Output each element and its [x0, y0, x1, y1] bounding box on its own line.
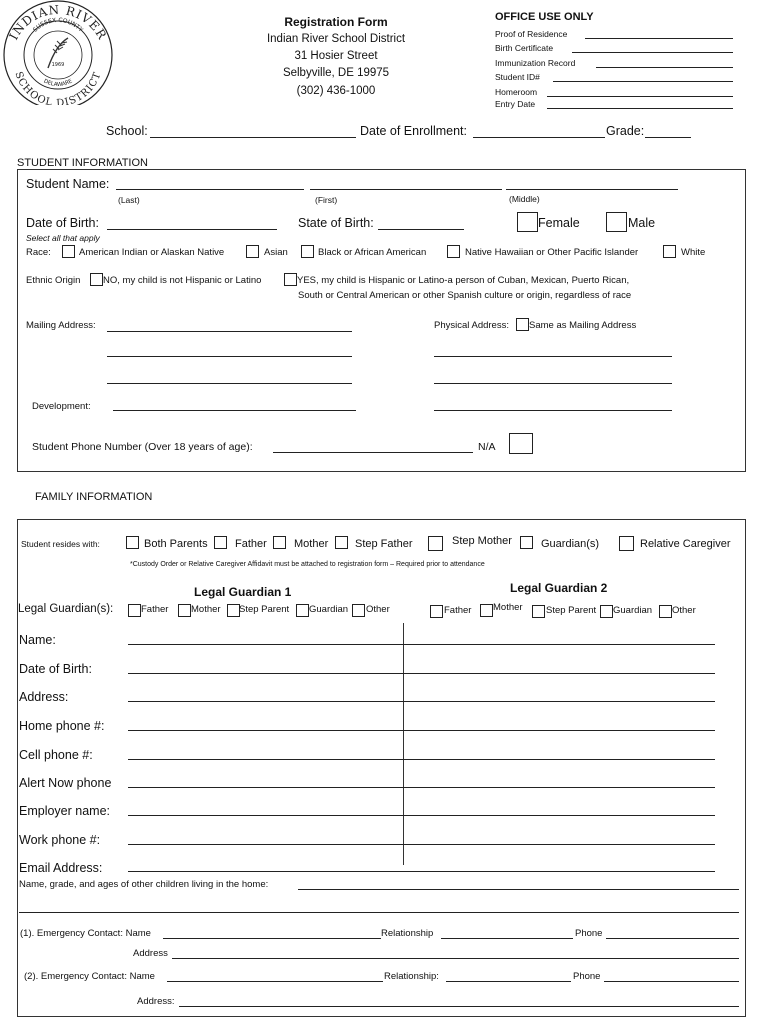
guardian-address-field[interactable] — [128, 701, 715, 702]
guardian-employer-field[interactable] — [128, 815, 715, 816]
resides-checkbox-relative[interactable] — [619, 536, 634, 551]
ec1-relationship-label: Relationship — [381, 928, 434, 939]
guardian-home-phone-field[interactable] — [128, 730, 715, 731]
first-name-field[interactable] — [310, 189, 502, 190]
school-field[interactable] — [150, 137, 356, 138]
row-label-dob: Date of Birth: — [19, 662, 92, 676]
office-title: OFFICE USE ONLY — [495, 11, 594, 23]
g2-guardian-checkbox[interactable] — [600, 605, 613, 618]
resides-option: Relative Caregiver — [640, 538, 731, 550]
district-city: Selbyville, DE 19975 — [282, 67, 390, 79]
dob-field[interactable] — [107, 229, 277, 230]
ec1-address-field[interactable] — [172, 958, 739, 959]
female-checkbox[interactable] — [517, 212, 538, 232]
race-option: White — [681, 247, 706, 258]
guardian-alert-phone-field[interactable] — [128, 787, 715, 788]
seal-bottom-text: SCHOOL DISTRICT — [12, 70, 104, 105]
mailing-field-3[interactable] — [107, 383, 352, 384]
resides-option: Mother — [294, 538, 329, 550]
resides-checkbox-stepfather[interactable] — [335, 536, 348, 549]
resides-option: Both Parents — [144, 538, 208, 550]
resides-option: Step Father — [355, 538, 413, 550]
mailing-label: Mailing Address: — [26, 320, 96, 331]
na-label: N/A — [478, 441, 496, 453]
guardian-dob-field[interactable] — [128, 673, 715, 674]
select-all-note: Select all that apply — [26, 233, 100, 243]
middle-name-field[interactable] — [506, 189, 678, 190]
g2-option: Father — [444, 605, 472, 616]
race-option: Asian — [264, 247, 288, 258]
race-label: Race: — [26, 247, 51, 258]
ec2-phone-field[interactable] — [604, 981, 739, 982]
ethnic-yes-checkbox[interactable] — [284, 273, 297, 286]
mailing-field-1[interactable] — [107, 331, 352, 332]
ec2-name-field[interactable] — [167, 981, 383, 982]
female-label: Female — [538, 216, 580, 230]
development-label: Development: — [32, 401, 91, 412]
guardian1-title: Legal Guardian 1 — [194, 585, 292, 599]
g2-option: Guardian — [613, 605, 653, 616]
physical-field-2[interactable] — [434, 383, 672, 384]
row-label-employer: Employer name: — [19, 804, 111, 818]
ec1-name-field[interactable] — [163, 938, 381, 939]
district-phone: (302) 436-1000 — [296, 85, 376, 97]
g1-mother-checkbox[interactable] — [178, 604, 191, 617]
mailing-field-2[interactable] — [107, 356, 352, 357]
form-title: Registration Form — [284, 15, 388, 29]
guardian-name-field[interactable] — [128, 644, 715, 645]
physical-field-1[interactable] — [434, 356, 672, 357]
office-item: Birth Certificate — [495, 43, 554, 53]
race-checkbox-asian[interactable] — [246, 245, 259, 258]
student-name-label: Student Name: — [26, 177, 110, 191]
resides-option: Father — [235, 538, 267, 550]
family-section-title: FAMILY INFORMATION — [35, 491, 153, 503]
physical-field-3[interactable] — [434, 410, 672, 411]
other-children-label: Name, grade, and ages of other children living in the home: — [19, 879, 269, 890]
g2-option: Step Parent — [546, 605, 597, 616]
g2-option: Mother — [493, 602, 523, 613]
row-label-work-phone: Work phone #: — [19, 833, 101, 847]
seal-inner-bottom: DELAWARE — [42, 78, 74, 89]
g1-option: Father — [141, 604, 169, 615]
same-as-mailing-checkbox[interactable] — [516, 318, 529, 331]
student-info-box — [17, 169, 746, 472]
office-item: Entry Date — [495, 99, 536, 109]
g1-father-checkbox[interactable] — [128, 604, 141, 617]
seal-top-text: INDIAN RIVER — [6, 2, 110, 43]
legal-guardian-label: Legal Guardian(s): — [18, 603, 114, 615]
student-section-title: STUDENT INFORMATION — [17, 157, 148, 169]
family-info-box — [17, 519, 746, 1017]
g2-stepparent-checkbox[interactable] — [532, 605, 545, 618]
school-label: School: — [106, 124, 148, 138]
ec2-relationship-field[interactable] — [446, 981, 571, 982]
male-checkbox[interactable] — [606, 212, 627, 232]
district-name: Indian River School District — [266, 33, 406, 45]
district-seal — [0, 0, 115, 105]
row-label-alert-phone: Alert Now phone — [19, 776, 112, 790]
ec2-relationship-label: Relationship: — [384, 971, 439, 982]
student-phone-label: Student Phone Number (Over 18 years of age): — [32, 441, 253, 453]
guardian-cell-phone-field[interactable] — [128, 759, 715, 760]
guardian-work-phone-field[interactable] — [128, 844, 715, 845]
g1-option: Step Parent — [239, 604, 290, 615]
ec2-label: (2). Emergency Contact: Name — [24, 971, 155, 982]
ethnic-yes-line2: South or Central American or other Spanish culture or origin, regardless of race — [298, 290, 632, 301]
ethnic-label: Ethnic Origin — [26, 275, 81, 286]
district-street: 31 Hosier Street — [294, 50, 378, 62]
office-item: Immunization Record — [495, 58, 576, 68]
resides-option: Guardian(s) — [541, 538, 600, 550]
ec1-phone-label: Phone — [575, 928, 603, 939]
state-birth-field[interactable] — [378, 229, 464, 230]
ethnic-yes-line1: YES, my child is Hispanic or Latino-a person of Cuban, Mexican, Puerto Rican, — [297, 275, 630, 286]
ethnic-no-label: NO, my child is not Hispanic or Latino — [103, 275, 262, 286]
race-option: Black or African American — [318, 247, 427, 258]
ethnic-no-checkbox[interactable] — [90, 273, 103, 286]
other-children-field-2[interactable] — [19, 912, 739, 913]
g1-option: Other — [366, 604, 390, 615]
row-label-home-phone: Home phone #: — [19, 719, 105, 733]
guardian-email-field[interactable] — [128, 871, 715, 872]
g2-other-checkbox[interactable] — [659, 605, 672, 618]
other-children-field-1[interactable] — [298, 889, 739, 890]
race-checkbox-american-indian[interactable] — [62, 245, 75, 258]
grade-field[interactable] — [645, 137, 691, 138]
ec1-label: (1). Emergency Contact: Name — [20, 928, 151, 939]
race-checkbox-black[interactable] — [301, 245, 314, 258]
g1-option: Guardian — [309, 604, 349, 615]
row-label-cell-phone: Cell phone #: — [19, 748, 93, 762]
state-birth-label: State of Birth: — [298, 216, 374, 230]
student-phone-field[interactable] — [273, 452, 473, 453]
seal-inner-top: SUSSEX COUNTY — [31, 16, 85, 34]
guardian-divider — [403, 623, 404, 865]
male-label: Male — [628, 216, 656, 230]
ec2-address-field[interactable] — [179, 1006, 739, 1007]
dob-label: Date of Birth: — [26, 216, 99, 230]
race-option: American Indian or Alaskan Native — [79, 247, 225, 258]
race-checkbox-white[interactable] — [663, 245, 676, 258]
guardian2-title: Legal Guardian 2 — [510, 581, 608, 595]
ec1-relationship-field[interactable] — [441, 938, 573, 939]
race-checkbox-hawaiian[interactable] — [447, 245, 460, 258]
enrollment-field[interactable] — [473, 137, 605, 138]
seal-year: 1969 — [51, 62, 65, 68]
ec2-address-label: Address: — [137, 996, 175, 1007]
race-option: Native Hawaiian or Other Pacific Islander — [465, 247, 639, 258]
ec1-address-label: Address — [133, 948, 168, 959]
development-field[interactable] — [113, 410, 356, 411]
g2-mother-checkbox[interactable] — [480, 604, 493, 617]
grade-label: Grade: — [606, 124, 645, 138]
ec2-phone-label: Phone — [573, 971, 601, 982]
resides-option: Step Mother — [452, 535, 512, 547]
enrollment-label: Date of Enrollment: — [360, 124, 467, 138]
g1-option: Mother — [191, 604, 221, 615]
resides-checkbox-mother[interactable] — [273, 536, 286, 549]
middle-caption: (Middle) — [509, 194, 540, 204]
g2-father-checkbox[interactable] — [430, 605, 443, 618]
row-label-email: Email Address: — [19, 861, 103, 875]
custody-note: *Custody Order or Relative Caregiver Affidavit must be attached to registration form – Required prior to attendance — [130, 561, 485, 568]
g1-other-checkbox[interactable] — [352, 604, 365, 617]
resides-label: Student resides with: — [21, 539, 100, 549]
g2-option: Other — [672, 605, 696, 616]
row-label-name: Name: — [19, 633, 56, 647]
office-item: Proof of Residence — [495, 29, 568, 39]
office-item: Homeroom — [495, 87, 538, 97]
last-caption: (Last) — [118, 195, 140, 205]
resides-checkbox-both[interactable] — [126, 536, 139, 549]
g1-guardian-checkbox[interactable] — [296, 604, 309, 617]
same-as-mailing-label: Same as Mailing Address — [529, 320, 637, 331]
office-item: Student ID# — [495, 72, 540, 82]
first-caption: (First) — [315, 195, 338, 205]
resides-checkbox-father[interactable] — [214, 536, 227, 549]
resides-checkbox-guardian[interactable] — [520, 536, 533, 549]
row-label-address: Address: — [19, 690, 69, 704]
na-checkbox[interactable] — [509, 433, 533, 454]
resides-checkbox-stepmother[interactable] — [428, 536, 443, 551]
ec1-phone-field[interactable] — [606, 938, 739, 939]
physical-label: Physical Address: — [434, 320, 509, 331]
last-name-field[interactable] — [116, 189, 304, 190]
